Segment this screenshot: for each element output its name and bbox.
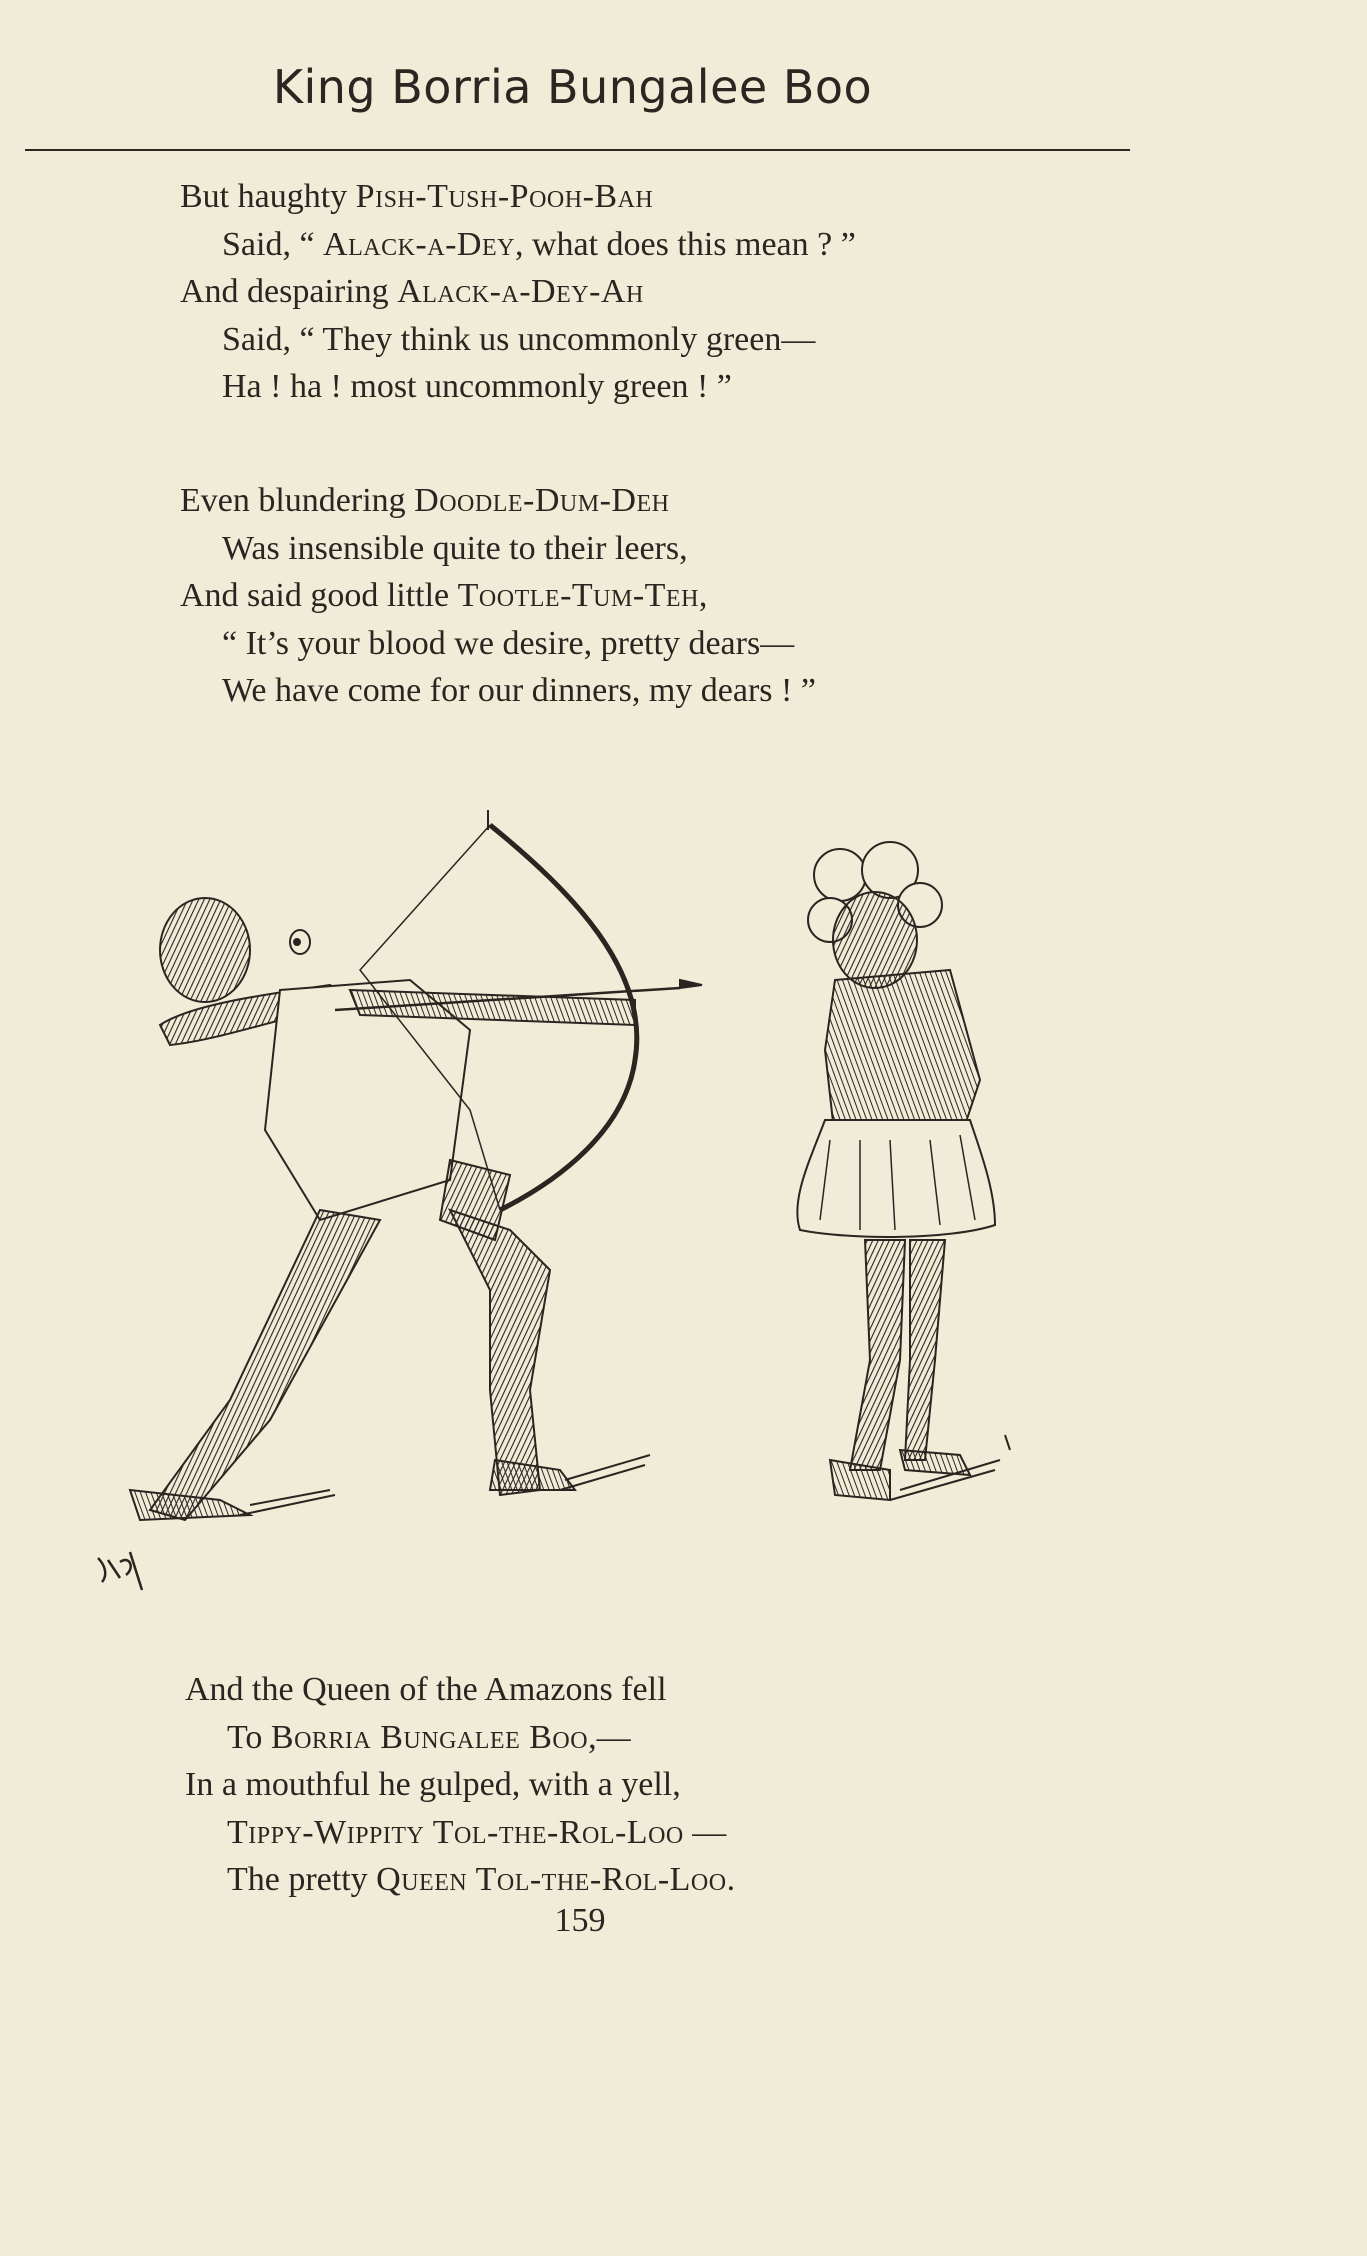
verse-name: Pish-Tush-Pooh-Bah [355,178,654,215]
running-head: King Borria Bungalee Boo [272,60,873,114]
queen-figure [797,842,1010,1500]
verse-line [185,1856,735,1904]
verse-text: ,— [588,1718,631,1756]
verse-text: “ It’s your blood we desire, pretty dears— [222,624,795,662]
verse-line [180,667,816,715]
verse-line [180,173,856,221]
verse-text: To [227,1718,271,1756]
verse-text: — [683,1813,727,1851]
verse-name: Alack-a-Dey [323,225,515,263]
verse-name: Alack-a-Dey-Ah [397,273,644,310]
artist-monogram [98,1552,142,1590]
verse-name: Borria Bungalee Boo [270,1718,589,1756]
verse-text: Was insensible quite to their leers, [222,529,688,567]
verse-line [180,525,816,573]
verse-line [180,363,856,411]
archer-figure [130,810,702,1520]
verse-name: Doodle-Dum-Deh [414,482,670,519]
verse-line [180,316,856,364]
verse-text: In a mouthful he gulped, with a yell, [185,1766,681,1803]
verse-line [185,1761,735,1809]
verse-line [185,1809,735,1857]
verse-text: . [726,1861,736,1898]
verse-line [180,268,856,316]
verse-text: , what does this mean ? ” [514,225,856,263]
verse-text: And the Queen of the Amazons fell [185,1671,667,1708]
verse-text: Said, “ [222,225,324,263]
stanza-3 [185,1666,735,1904]
header-rule [25,149,1130,151]
verse-line [180,221,856,269]
verse-line [185,1714,735,1762]
verse-text: We have come for our dinners, my dears ! ” [222,672,816,709]
verse-line [180,477,816,525]
verse-line [180,572,816,620]
stanza-2 [180,477,816,715]
illustration-archer-and-queen [90,800,1050,1600]
verse-text: Even blundering [180,482,415,519]
verse-text: And said good little [180,577,458,614]
verse-text: But haughty [180,178,356,215]
verse-line [185,1666,735,1714]
verse-name: Tootle-Tum-Teh [457,577,699,614]
illustration-svg [90,800,1050,1600]
verse-line [180,620,816,668]
page-number: 159 [554,1902,606,1939]
verse-text: The pretty [227,1861,377,1898]
verse-text: Ha ! ha ! most uncommonly green ! ” [222,368,732,405]
verse-text: Said, “ They think us uncommonly green— [222,320,816,358]
verse-name: Queen Tol-the-Rol-Loo [376,1861,727,1898]
verse-text: , [698,577,708,614]
verse-name: Tippy-Wippity Tol-the-Rol-Loo [227,1813,684,1851]
verse-text: And despairing [180,273,398,310]
stanza-1 [180,173,856,411]
